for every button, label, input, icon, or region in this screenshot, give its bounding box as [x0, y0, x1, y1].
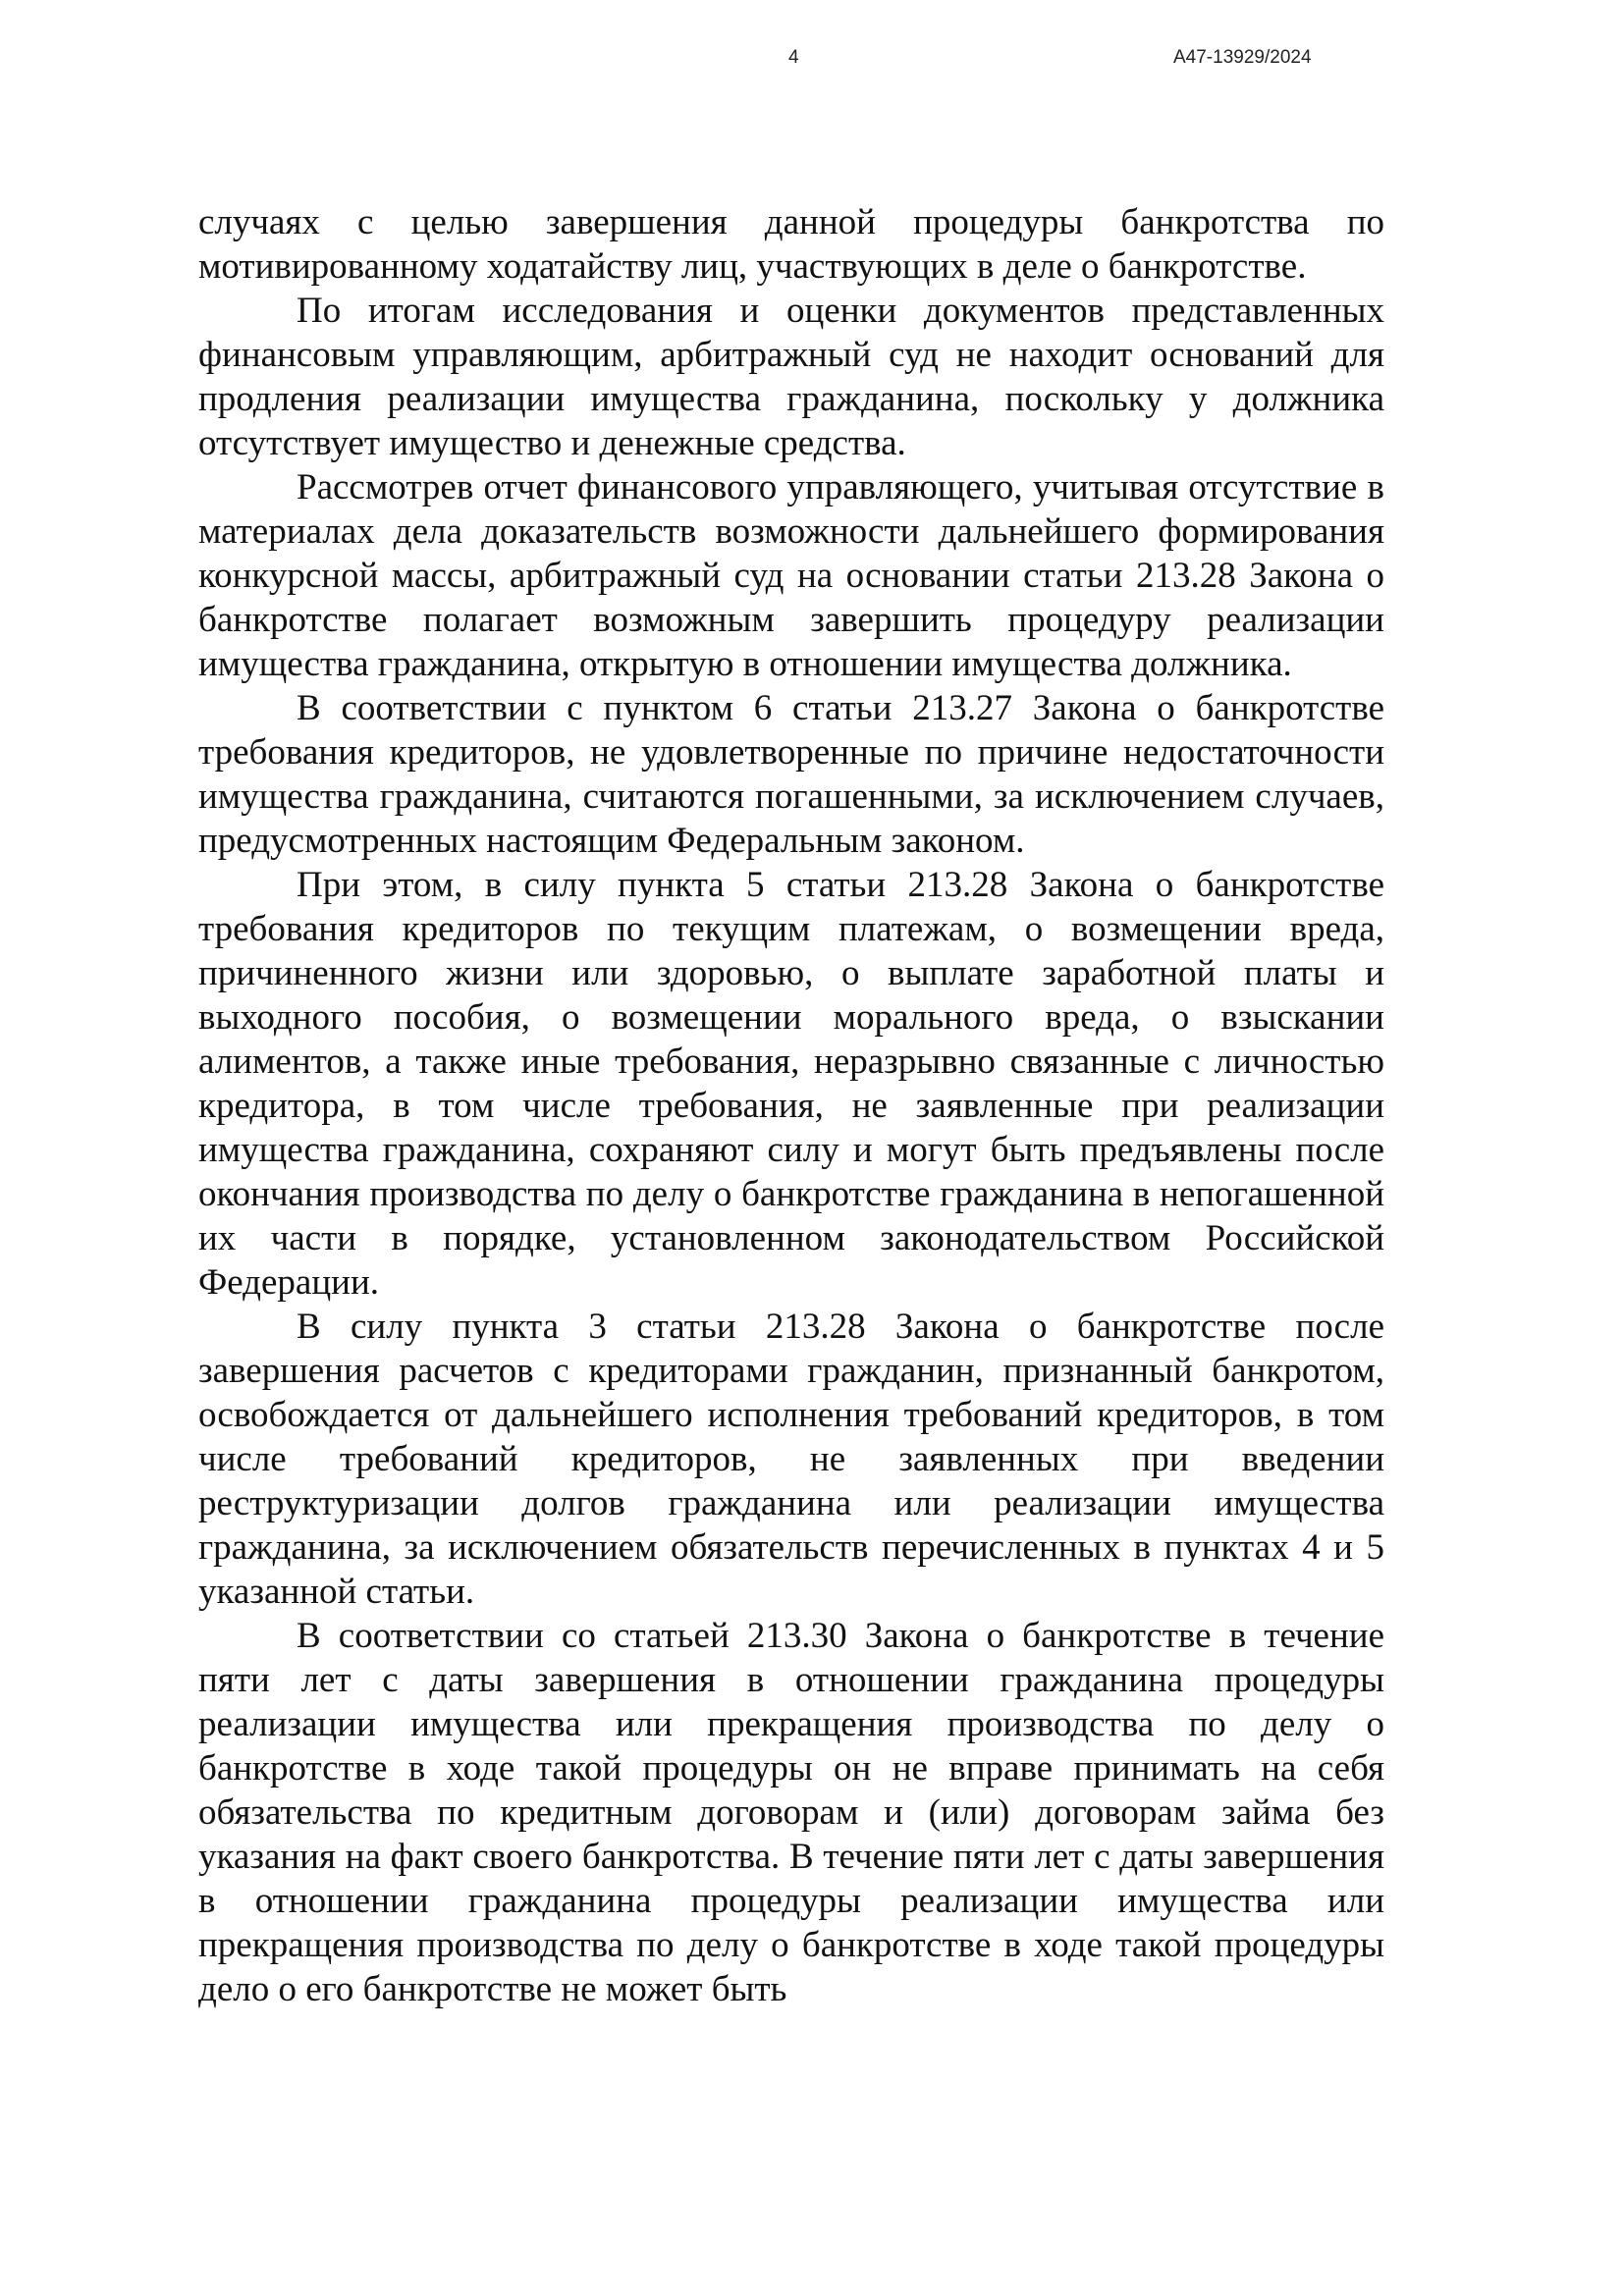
paragraph-continuation: случаях с целью завершения данной процедуры банкротства по мотивированному ходатайству лиц, участвующих в деле о банкротстве.	[198, 202, 1384, 287]
case-number: А47-13929/2024	[1173, 47, 1312, 68]
paragraph-article-213-28-p5: При этом, в силу пункта 5 статьи 213.28 Закона о банкротстве требования кредиторов по текущим платежам, о возмещении вреда, причиненного жизни или здоровью, о выплате заработной платы и выходного пособия, о возмещении морального вреда, о взыскании алиментов, а также иные требования, неразрывно связанные с личностью кредитора, в том числе требования, не заявленные при реализации имущества гражданина, сохраняют силу и могут быть предъявлены после окончания производства по делу о банкротстве гражданина в непогашенной их части в порядке, установленном законодательством Российской Федерации.	[198, 865, 1384, 1303]
page-number: 4	[788, 47, 799, 68]
paragraph-article-213-30: В соответствии со статьей 213.30 Закона о банкротстве в течение пяти лет с даты завершения в отношении гражданина процедуры реализации имущества или прекращения производства по делу о банкротстве в ходе такой процедуры он не вправе принимать на себя обязательства по кредитным договорам и (или) договорам займа без указания на факт своего банкротства. В течение пяти лет с даты завершения в отношении гражданина процедуры реализации имущества или прекращения производства по делу о банкротстве в ходе такой процедуры дело о его банкротстве не может быть	[198, 1616, 1384, 2009]
page-header	[0, 47, 1623, 77]
paragraph-assessment: По итогам исследования и оценки документов представленных финансовым управляющим, арбитражный суд не находит оснований для продления реализации имущества гражданина, поскольку у должника отсутствует имущество и денежные средства.	[198, 291, 1384, 463]
paragraph-article-213-28-p3: В силу пункта 3 статьи 213.28 Закона о банкротстве после завершения расчетов с кредиторами гражданин, признанный банкротом, освобождается от дальнейшего исполнения требований кредиторов, в том числе требований кредиторов, не заявленных при введении реструктуризации долгов гражданина или реализации имущества гражданина, за исключением обязательств перечисленных в пунктах 4 и 5 указанной статьи.	[198, 1307, 1384, 1612]
paragraph-article-213-27: В соответствии с пунктом 6 статьи 213.27 Закона о банкротстве требования кредиторов, не удовлетворенные по причине недостаточности имущества гражданина, считаются погашенными, за исключением случаев, предусмотренных настоящим Федеральным законом.	[198, 688, 1384, 861]
document-body	[198, 200, 1384, 2011]
paragraph-report-review: Рассмотрев отчет финансового управляющего, учитывая отсутствие в материалах дела доказательств возможности дальнейшего формирования конкурсной массы, арбитражный суд на основании статьи 213.28 Закона о банкротстве полагает возможным завершить процедуру реализации имущества гражданина, открытую в отношении имущества должника.	[198, 467, 1384, 684]
